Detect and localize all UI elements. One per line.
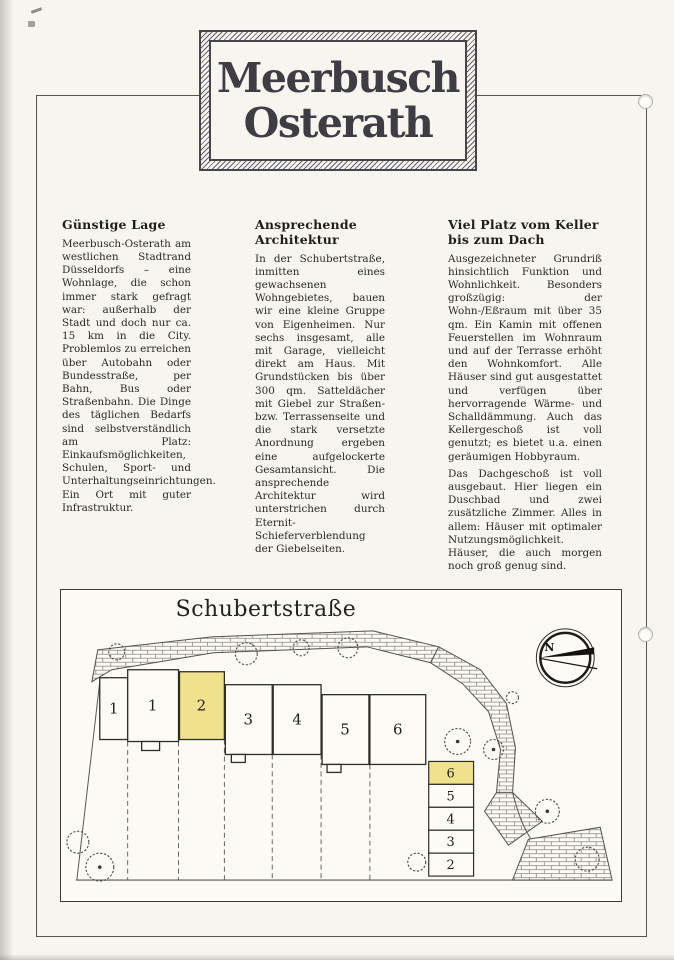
compass-north-label: N <box>544 640 555 654</box>
column-paragraph: In der Schubertstraße, inmitten eines gewachsenen Wohngebietes, bauen wir eine kleine Gruppe von Eigenheimen. Nur sechs insgesamt, alle mit Garage, vielleicht direkt am Haus. Mit Grundstücken bis über 300 qm. Satteldächer mit Giebel zur Straßen- bzw. Terrassenseite und die stark versetzte Anordnung ergeben eine aufgelockerte Gesamtansicht. Die ansprechende Architektur wird unterstrichen durch Eternit-Schieferverblendung der Giebelseiten. <box>255 252 385 555</box>
site-plan-drawing <box>61 590 621 901</box>
scan-edge-left <box>0 0 14 960</box>
garage-stub <box>142 742 160 751</box>
plot-label-4: 4 <box>292 710 302 729</box>
column-heading: Günstige Lage <box>62 217 166 232</box>
garage-stub <box>231 754 245 762</box>
scan-mark <box>28 21 35 27</box>
site-plan-box <box>60 589 622 902</box>
garage-label-2: 4 <box>446 812 455 828</box>
street-label: Schubertstraße <box>175 597 357 622</box>
scan-edge-bottom <box>0 954 674 960</box>
column-architektur <box>255 218 385 560</box>
column-guenstige-lage <box>62 217 216 519</box>
title-line-1: Meerbusch <box>217 54 459 103</box>
title-inner-panel <box>209 40 467 161</box>
garage-label-0: 6 <box>446 766 455 782</box>
title-box <box>199 30 477 171</box>
garage-label-4: 2 <box>446 858 455 874</box>
compass-icon <box>536 629 597 687</box>
garage-label-3: 3 <box>446 835 455 851</box>
house-plots <box>100 670 426 773</box>
plot-label-1: 1 <box>147 696 158 715</box>
scan-mark <box>31 7 42 14</box>
title-line-2: Osterath <box>243 98 433 147</box>
column-paragraph: Das Dachgeschoß ist voll ausgebaut. Hier liegen ein Duschbad und zwei zusätzliche Zimmer. Alles in allem: Häuser mit optimaler Nutzungsmöglichkeit. Häuser, die auch morgen noch groß genug sind. <box>448 467 602 573</box>
plot-label-2: 2 <box>196 696 207 715</box>
garage-label-1: 5 <box>446 789 455 805</box>
garage-stub <box>327 764 341 772</box>
plot-label-0: 1 <box>108 699 119 718</box>
hole-punch-top <box>638 94 653 109</box>
plot-label-5: 5 <box>340 720 350 739</box>
column-viel-platz <box>448 218 602 577</box>
column-paragraph: Ausgezeichneter Grundriß hinsichtlich Funktion und Wohnlichkeit. Besonders großzügig: der Wohn-/Eßraum mit über 35 qm. Ein Kamin mit offenen Feuerstellen im Wohnraum und auf der Terrasse erhöht den Wohnkomfort. Alle Häuser sind gut ausgestattet und verfügen über hervorragende Wärme- und Schalldämmung. Auch das Kellergeschoß ist voll genutzt; es bietet u.a. einen geräumigen Hobbyraum. <box>448 252 602 463</box>
plot-label-6: 6 <box>393 720 403 739</box>
column-heading: Viel Platz vom Keller bis zum Dach <box>448 217 599 247</box>
hole-punch-middle <box>638 627 653 642</box>
column-heading: Ansprechende Architektur <box>255 217 357 247</box>
plot-label-3: 3 <box>243 710 254 729</box>
column-paragraph: Meerbusch-Osterath am westlichen Stadtrand Düsseldorfs – eine Wohnlage, die schon immer stark gefragt war: außerhalb der Stadt und doch nur ca. 15 km in die City. Problemlos zu erreichen über Autobahn oder Bundesstraße, per Bahn, Bus oder Straßenbahn. Die Dinge des täglichen Bedarfs sind selbstverständlich am Platz: Einkaufsmöglichkeiten, Schulen, Sport- und Unterhaltungseinrichtungen. Ein Ort mit guter Infrastruktur. <box>62 237 216 514</box>
